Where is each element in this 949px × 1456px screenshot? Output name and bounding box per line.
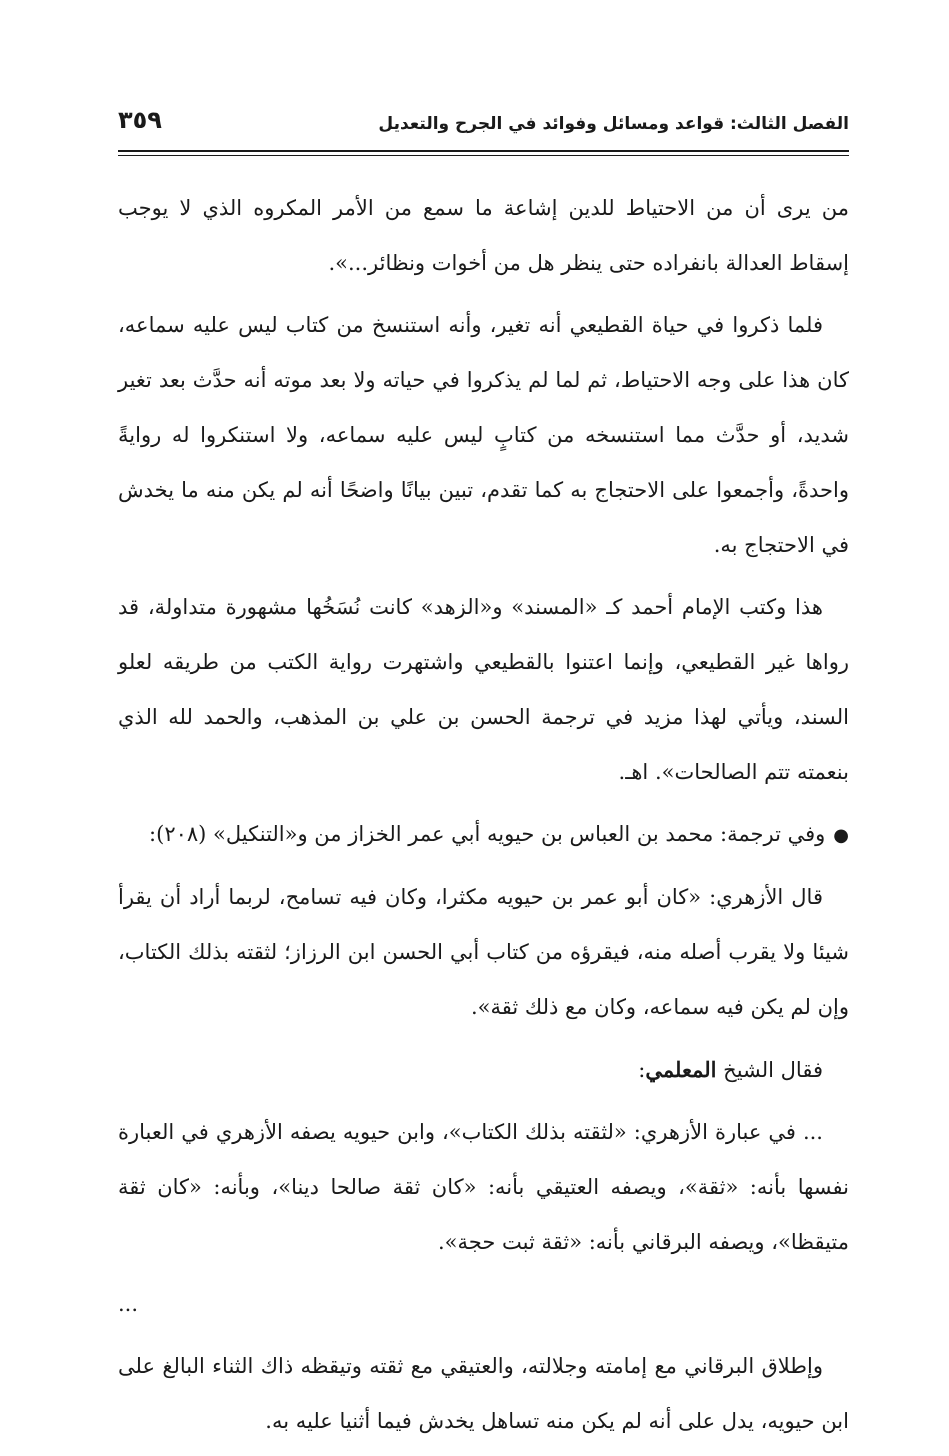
- header-rule-thin: [118, 155, 849, 156]
- paragraph-continuation: من يرى أن من الاحتياط للدين إشاعة ما سمع من الأمر المكروه الذي لا يوجب إسقاط العدالة بانفراده حتى ينظر هل من أخوات ونظائر...».: [118, 196, 849, 275]
- paragraph-azhari-quote: قال الأزهري: «كان أبو عمر بن حيويه مكثرا، وكان فيه تسامح، لربما أراد أن يقرأ شيئا ولا يقرب أصله منه، فيقرؤه من كتاب أبي الحسن ابن الرزاز؛ لثقته بذلك الكتاب، وإن لم يكن فيه سماعه، وكان مع ذلك ثقة».: [118, 885, 849, 1019]
- bullet-text: وفي ترجمة: محمد بن العباس بن حيويه أبي عمر الخزاز من و«التنكيل» (٢٠٨):: [149, 822, 826, 846]
- shaykh-suffix: :: [638, 1058, 646, 1082]
- paragraph-final: وإطلاق البرقاني مع إمامته وجلالته، والعتيقي مع ثقته وتيقظه ذاك الثناء البالغ على ابن حيويه، يدل على أنه لم يكن منه تساهل يخدش فيما أثنيا عليه به.: [118, 1354, 849, 1433]
- shaykh-prefix: فقال الشيخ: [723, 1058, 823, 1082]
- ellipsis: ...: [118, 1292, 139, 1316]
- shaykh-name: المعلمي: [645, 1057, 717, 1082]
- bullet-item: [118, 807, 849, 863]
- paragraph-muallimi: ... في عبارة الأزهري: «لثقته بذلك الكتاب»، وابن حيويه يصفه الأزهري في العبارة نفسها بأنه: «ثقة»، ويصفه العتيقي بأنه: «كان ثقة صالحا دينا»، وبأنه: «كان ثقة متيقظا»، ويصفه البرقاني بأنه: «ثقة ثبت حجة».: [118, 1120, 849, 1254]
- paragraph-musnad: هذا وكتب الإمام أحمد كـ «المسند» و«الزهد» كانت نُسَخُها مشهورة متداولة، قد رواها غير القطيعي، وإنما اعتنوا بالقطيعي واشتهرت رواية الكتب من طريقه لعلو السند، ويأتي لهذا مزيد في ترجمة الحسن بن علي بن المذهب، والحمد لله الذي بنعمته تتم الصالحات». اهـ.: [118, 595, 849, 784]
- header-rule-thick: [118, 150, 849, 152]
- bullet-icon: ●: [833, 825, 849, 846]
- shaykh-line: [118, 1042, 849, 1098]
- page-body: [118, 181, 849, 1456]
- paragraph-qatii: فلما ذكروا في حياة القطيعي أنه تغير، وأنه استنسخ من كتاب ليس عليه سماعه، كان هذا على وجه الاحتياط، ثم لما لم يذكروا في حياته ولا بعد موته أنه حدَّث بعد تغير شديد، أو حدَّث مما استنسخه من كتابٍ ليس عليه سماعه، ولا استنكروا له روايةً واحدةً، وأجمعوا على الاحتجاج به كما تقدم، تبين بيانًا واضحًا أنه لم يكن منه ما يخدش في الاحتجاج به.: [118, 313, 849, 557]
- page-header: [118, 104, 849, 148]
- page-number: ٣٥٩: [118, 106, 162, 134]
- chapter-title: الفصل الثالث: قواعد ومسائل وفوائد في الجرح والتعديل: [378, 114, 849, 134]
